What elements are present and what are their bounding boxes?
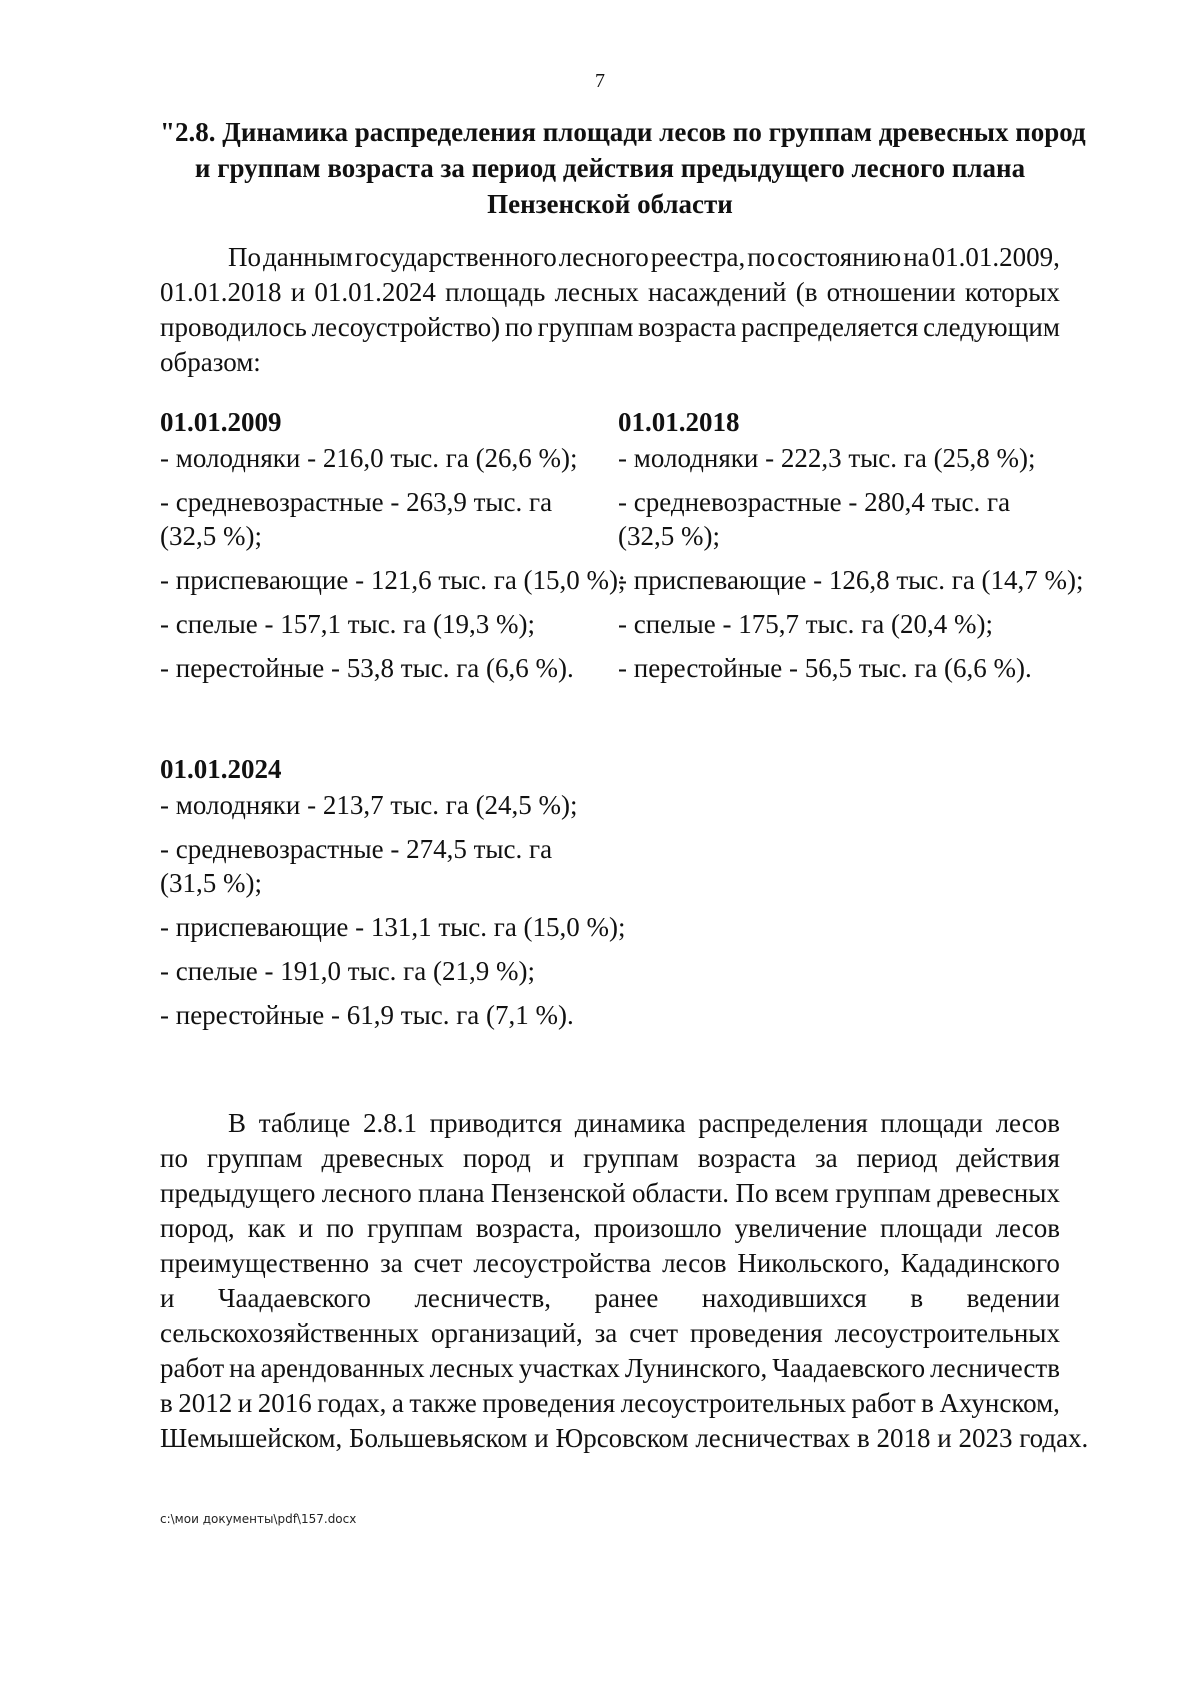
- list-item: [160, 441, 610, 475]
- list-item: [160, 832, 610, 900]
- word: возраста,: [475, 1213, 581, 1243]
- word: отношении: [826, 277, 956, 307]
- word: группам: [835, 1178, 931, 1208]
- item-text: - спелые - 175,7 тыс. га (20,4 %);: [618, 609, 993, 639]
- word: счет: [629, 1318, 679, 1348]
- word: насаждений: [648, 277, 787, 307]
- word: Кададинского: [900, 1248, 1060, 1278]
- list-item: [618, 651, 1068, 685]
- word: лесных: [554, 277, 639, 307]
- word: (в: [795, 277, 818, 307]
- item-text: - спелые - 157,1 тыс. га (19,3 %);: [160, 609, 535, 639]
- word: 2012: [178, 1388, 233, 1418]
- word: участках: [518, 1353, 620, 1383]
- word: в: [160, 1388, 173, 1418]
- word: группам: [583, 1143, 679, 1173]
- word: лесничеств: [930, 1353, 1060, 1383]
- intro-line: [160, 345, 1060, 380]
- list-item: [160, 651, 610, 685]
- word: площади: [880, 1213, 983, 1243]
- word: возраста: [697, 1143, 797, 1173]
- word: счет: [413, 1248, 463, 1278]
- word: и: [298, 1213, 314, 1243]
- word: Чаадаевского: [772, 1353, 926, 1383]
- list-item: [160, 998, 610, 1032]
- word: 2.8.1: [362, 1108, 417, 1138]
- word: площади: [880, 1108, 983, 1138]
- word: состоянию: [777, 242, 902, 272]
- intro-line: [160, 240, 1060, 275]
- word: Шемышейском,: [160, 1423, 349, 1453]
- word: преимущественно: [160, 1248, 370, 1278]
- item-continuation: (31,5 %);: [160, 868, 262, 898]
- item-text: - приспевающие - 126,8 тыс. га (14,7 %);: [618, 565, 1084, 595]
- word: Ахунском,: [939, 1388, 1060, 1418]
- list-item: [618, 441, 1068, 475]
- body-line: [160, 1176, 1060, 1211]
- list-item: [160, 485, 610, 553]
- word: проведения: [482, 1388, 616, 1418]
- item-text: - перестойные - 53,8 тыс. га (6,6 %).: [160, 653, 574, 683]
- item-text: - молодняки - 216,0 тыс. га (26,6 %);: [160, 443, 578, 473]
- word: организаций,: [430, 1318, 583, 1348]
- word: по: [504, 312, 533, 342]
- word: по: [747, 242, 776, 272]
- body-line: [160, 1386, 1060, 1421]
- word: в: [910, 1283, 924, 1313]
- word: 2018: [876, 1423, 938, 1453]
- word: группам: [367, 1213, 463, 1243]
- body-line: [160, 1351, 1060, 1386]
- list-item: [160, 607, 610, 641]
- word: лесов: [662, 1248, 727, 1278]
- item-text: - перестойные - 56,5 тыс. га (6,6 %).: [618, 653, 1032, 683]
- age-groups-2009: [160, 405, 626, 695]
- word: период: [856, 1143, 938, 1173]
- word: области.: [632, 1178, 730, 1208]
- item-continuation: (32,5 %);: [160, 521, 262, 551]
- word: лесного: [558, 242, 649, 272]
- word: лесничеств,: [414, 1283, 551, 1313]
- table-description-paragraph: [160, 1106, 1089, 1456]
- intro-line: [160, 310, 1060, 345]
- word: арендованных: [260, 1353, 425, 1383]
- body-line: [160, 1211, 1060, 1246]
- word: и: [237, 1388, 253, 1418]
- word: лесов: [995, 1108, 1060, 1138]
- word: как: [247, 1213, 286, 1243]
- date-heading: 01.01.2009: [160, 407, 282, 437]
- word: и: [160, 1283, 175, 1313]
- word: Пензенской: [490, 1178, 626, 1208]
- word: и: [937, 1423, 959, 1453]
- list-item: [160, 788, 610, 822]
- word: лесничествах: [695, 1423, 857, 1453]
- file-path-footer: c:\мои документы\pdf\157.docx: [160, 1512, 357, 1526]
- word: приводится: [429, 1108, 563, 1138]
- word: всем: [774, 1178, 829, 1208]
- body-line: [160, 1106, 1060, 1141]
- word: 2023: [958, 1423, 1020, 1453]
- word: сельскохозяйственных: [160, 1318, 420, 1348]
- word: древесных: [321, 1143, 445, 1173]
- word: лесоустройство): [311, 312, 501, 342]
- word: распределяется: [741, 312, 919, 342]
- word: таблице: [258, 1108, 351, 1138]
- word: по: [160, 1143, 188, 1173]
- word: следующим: [923, 312, 1060, 342]
- word: по: [326, 1213, 355, 1243]
- list-item: [160, 954, 610, 988]
- list-item: [618, 485, 1068, 553]
- word: за: [594, 1318, 618, 1348]
- word: 01.01.2009,: [931, 242, 1060, 272]
- page-number: 7: [595, 70, 605, 92]
- word: Большевьяском: [348, 1423, 535, 1453]
- word: произошло: [593, 1213, 722, 1243]
- word: лесоустроительных: [620, 1388, 846, 1418]
- word: группам: [537, 312, 634, 342]
- intro-line: [160, 275, 1060, 310]
- word: увеличение: [734, 1213, 868, 1243]
- body-line: [160, 1141, 1060, 1176]
- word: лесов: [995, 1213, 1060, 1243]
- item-text: - спелые - 191,0 тыс. га (21,9 %);: [160, 956, 535, 986]
- word: образом:: [160, 347, 261, 377]
- body-line: [160, 1316, 1060, 1351]
- item-text: - средневозрастные - 280,4 тыс. га: [618, 487, 1011, 517]
- list-item: [160, 910, 626, 944]
- word: на: [229, 1353, 256, 1383]
- section-title: [160, 114, 1086, 222]
- list-item: [618, 607, 1068, 641]
- word: распределения: [698, 1108, 868, 1138]
- item-text: - приспевающие - 121,6 тыс. га (15,0 %);: [160, 565, 626, 595]
- word: лесных: [429, 1353, 514, 1383]
- word: реестра,: [650, 242, 746, 272]
- word: находившихся: [701, 1283, 867, 1313]
- word: работ: [851, 1388, 916, 1418]
- word: 2016: [257, 1388, 312, 1418]
- item-continuation: (32,5 %);: [618, 521, 720, 551]
- word: годах,: [317, 1388, 387, 1418]
- item-text: - молодняки - 222,3 тыс. га (25,8 %);: [618, 443, 1036, 473]
- word: в: [921, 1388, 934, 1418]
- word: ранее: [594, 1283, 659, 1313]
- title-line: Пензенской области: [487, 189, 733, 219]
- word: и: [549, 1143, 565, 1173]
- word: лесного: [321, 1178, 412, 1208]
- intro-paragraph: [160, 240, 1060, 380]
- word: пород: [462, 1143, 531, 1173]
- word: а: [391, 1388, 404, 1418]
- word: проведения: [689, 1318, 823, 1348]
- word: на: [903, 242, 930, 272]
- word: пород,: [160, 1213, 235, 1243]
- item-text: - средневозрастные - 274,5 тыс. га: [160, 834, 553, 864]
- word: В: [228, 1108, 247, 1138]
- word: данным: [263, 242, 353, 272]
- word: лесоустройства: [473, 1248, 652, 1278]
- word: в: [857, 1423, 877, 1453]
- item-text: - средневозрастные - 263,9 тыс. га: [160, 487, 553, 517]
- word: годах.: [1019, 1423, 1089, 1453]
- list-item: [618, 563, 1084, 597]
- item-text: - перестойные - 61,9 тыс. га (7,1 %).: [160, 1000, 574, 1030]
- word: работ: [160, 1353, 225, 1383]
- date-heading: 01.01.2024: [160, 754, 282, 784]
- body-line: [160, 1281, 1060, 1316]
- word: предыдущего: [160, 1178, 316, 1208]
- word: Чаадаевского: [217, 1283, 371, 1313]
- word: государственного: [354, 242, 557, 272]
- word: ведении: [966, 1283, 1060, 1313]
- item-text: - приспевающие - 131,1 тыс. га (15,0 %);: [160, 912, 626, 942]
- word: Никольского,: [737, 1248, 890, 1278]
- age-groups-2018: [618, 405, 1084, 695]
- word: которых: [964, 277, 1060, 307]
- item-text: - молодняки - 213,7 тыс. га (24,5 %);: [160, 790, 578, 820]
- word: По: [735, 1178, 769, 1208]
- title-line: "2.8. Динамика распределения площади лесов по группам древесных пород: [160, 117, 1086, 147]
- word: лесоустроительных: [834, 1318, 1060, 1348]
- word: динамика: [574, 1108, 686, 1138]
- word: По: [228, 242, 261, 272]
- word: и: [534, 1423, 556, 1453]
- word: за: [380, 1248, 403, 1278]
- list-item: [160, 563, 626, 597]
- word: за: [815, 1143, 838, 1173]
- word: плана: [418, 1178, 485, 1208]
- word: и: [290, 277, 306, 307]
- word: древесных: [937, 1178, 1060, 1208]
- word: действия: [956, 1143, 1060, 1173]
- word: группам: [206, 1143, 303, 1173]
- word: 01.01.2018: [160, 277, 282, 307]
- body-line: [160, 1421, 1089, 1456]
- word: возраста: [638, 312, 737, 342]
- word: Лунинского,: [624, 1353, 768, 1383]
- date-heading: 01.01.2018: [618, 407, 740, 437]
- word: также: [409, 1388, 477, 1418]
- word: Юрсовском: [555, 1423, 696, 1453]
- title-line: и группам возраста за период действия предыдущего лесного плана: [194, 153, 1026, 183]
- word: проводилось: [160, 312, 307, 342]
- word: площадь: [445, 277, 546, 307]
- word: 01.01.2024: [314, 277, 436, 307]
- age-groups-2024: [160, 752, 626, 1042]
- body-line: [160, 1246, 1060, 1281]
